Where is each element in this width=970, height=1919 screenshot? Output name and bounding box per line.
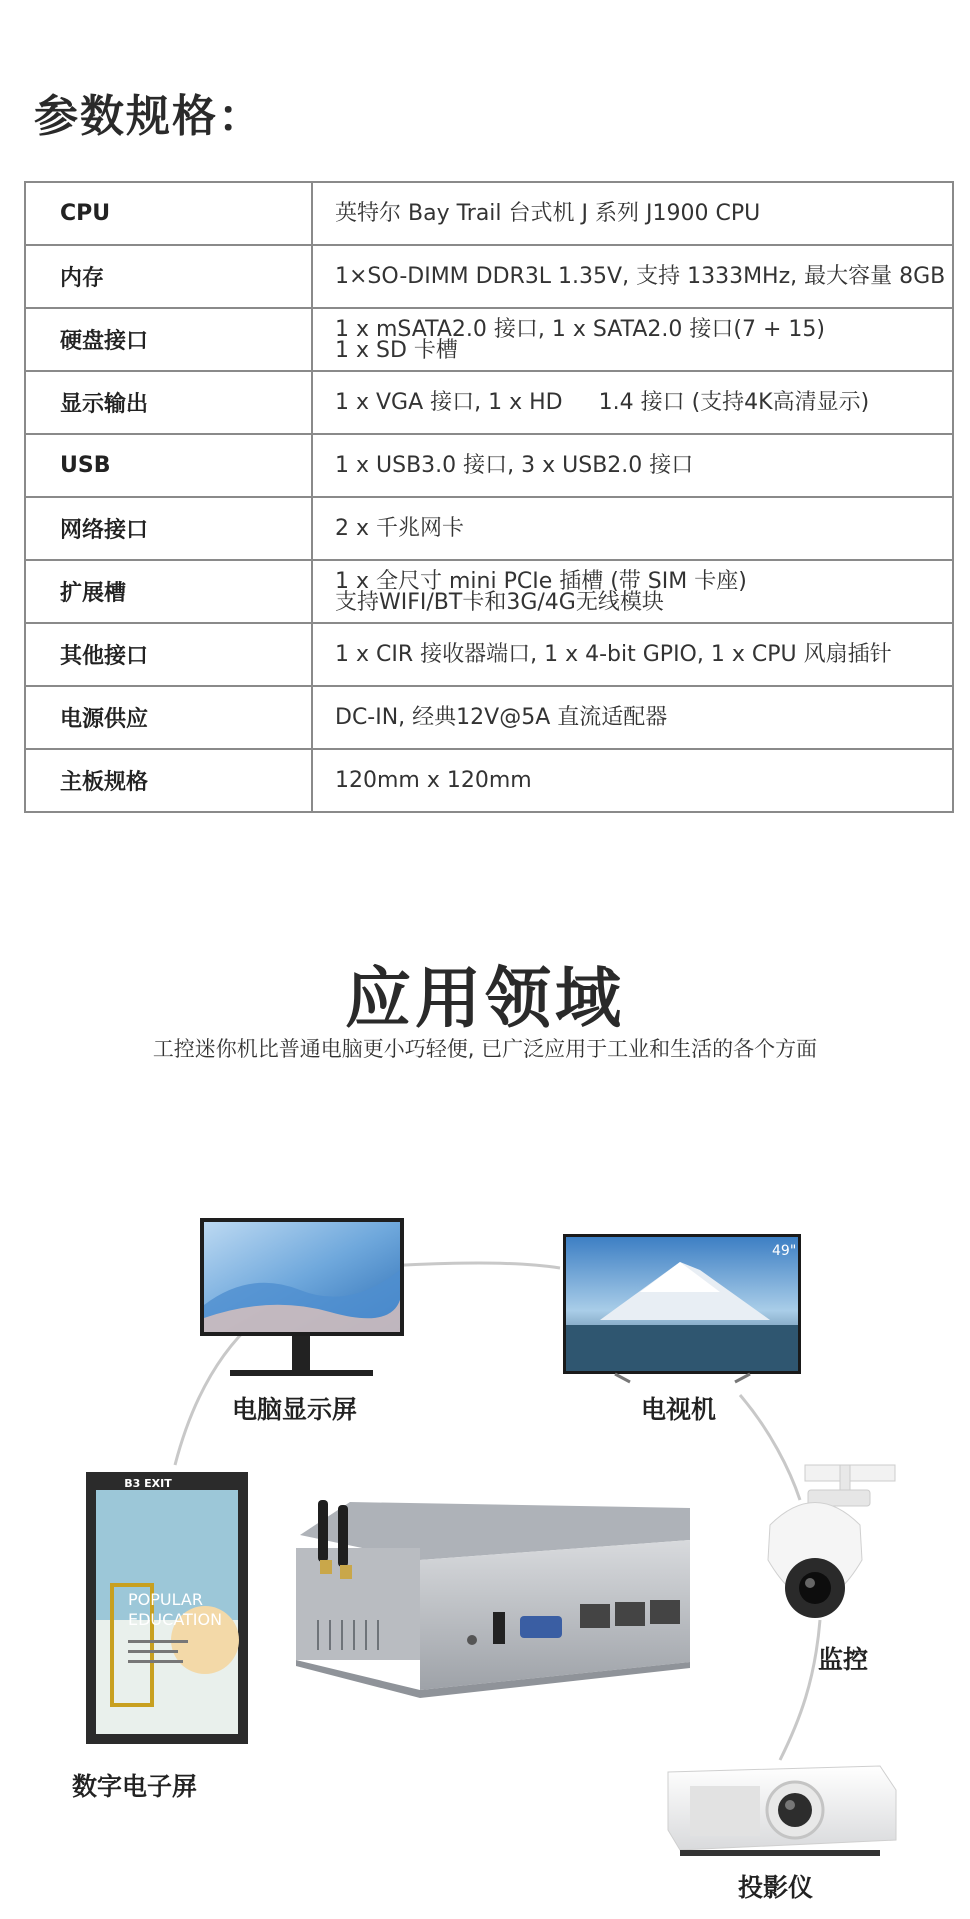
table-row (25, 497, 953, 560)
spec-value (312, 623, 953, 686)
spec-value-text: 英特尔 Bay Trail 台式机 J 系列 J1900 CPU (335, 201, 761, 226)
table-row (25, 686, 953, 749)
tv-icon (563, 1234, 801, 1382)
spec-value (312, 560, 953, 623)
spec-value-text: 1 x VGA 接口, 1 x HD 1.4 接口 (支持4K高清显示) (335, 390, 870, 415)
spec-title: 参数规格： (34, 91, 264, 142)
application-scene (0, 1180, 970, 1919)
spec-value (312, 308, 953, 371)
spec-key: CPU (25, 182, 312, 245)
spec-value-text: 1 x 全尺寸 mini PCIe 插槽 (带 SIM 卡座) (335, 568, 747, 594)
spec-value (312, 371, 953, 434)
mini-pc-icon (296, 1500, 690, 1698)
spec-table (24, 181, 954, 813)
section-subtitle: 工控迷你机比普通电脑更小巧轻便, 已广泛应用于工业和生活的各个方面 (152, 1037, 818, 1061)
table-row (25, 245, 953, 308)
spec-key: 电源供应 (25, 686, 312, 749)
signage-text: EDUCATION (128, 1610, 223, 1629)
table-row (25, 182, 953, 245)
spec-key: 硬盘接口 (25, 308, 312, 371)
table-row (25, 749, 953, 812)
monitor-icon (200, 1218, 404, 1376)
spec-value-text: 1 x mSATA2.0 接口, 1 x SATA2.0 接口(7 + 15) (335, 316, 825, 342)
spec-value-text: 120mm x 120mm (335, 768, 532, 793)
spec-value-text: 支持WIFI/BT卡和3G/4G无线模块 (335, 589, 664, 615)
table-row (25, 434, 953, 497)
spec-key: 主板规格 (25, 749, 312, 812)
spec-key: USB (25, 434, 312, 497)
label-monitor: 电脑显示屏 (232, 1395, 358, 1424)
table-row (25, 623, 953, 686)
spec-value (312, 749, 953, 812)
spec-value (312, 686, 953, 749)
signage-icon (86, 1472, 248, 1744)
spec-value (312, 182, 953, 245)
table-row (25, 371, 953, 434)
spec-value-text: 2 x 千兆网卡 (335, 516, 465, 541)
signage-text: POPULAR (128, 1590, 203, 1609)
label-tv: 电视机 (641, 1395, 717, 1424)
connector-arc (740, 1395, 800, 1500)
label-signage: 数字电子屏 (72, 1772, 198, 1801)
spec-key: 网络接口 (25, 497, 312, 560)
connector-arc (780, 1620, 820, 1760)
spec-value (312, 245, 953, 308)
projector-icon (668, 1766, 896, 1856)
spec-value-text: 1 x SD 卡槽 (335, 337, 458, 363)
table-row (25, 560, 953, 623)
table-row (25, 308, 953, 371)
spec-value (312, 497, 953, 560)
spec-value-text: 1 x CIR 接收器端口, 1 x 4-bit GPIO, 1 x CPU 风扇插针 (335, 642, 892, 667)
spec-value (312, 434, 953, 497)
section-title: 应用领域 (345, 960, 625, 1037)
spec-key: 显示输出 (25, 371, 312, 434)
spec-key: 扩展槽 (25, 560, 312, 623)
spec-key: 内存 (25, 245, 312, 308)
spec-key: 其他接口 (25, 623, 312, 686)
label-projector: 投影仪 (738, 1873, 814, 1902)
camera-icon (768, 1465, 895, 1618)
tv-size-label: 49" (772, 1243, 797, 1259)
spec-value-text: DC-IN, 经典12V@5A 直流适配器 (335, 705, 668, 730)
signage-header: B3 EXIT (124, 1477, 172, 1490)
spec-value-text: 1×SO-DIMM DDR3L 1.35V, 支持 1333MHz, 最大容量 8GB (335, 264, 946, 289)
spec-value-text: 1 x USB3.0 接口, 3 x USB2.0 接口 (335, 453, 694, 478)
label-camera: 监控 (818, 1645, 869, 1674)
